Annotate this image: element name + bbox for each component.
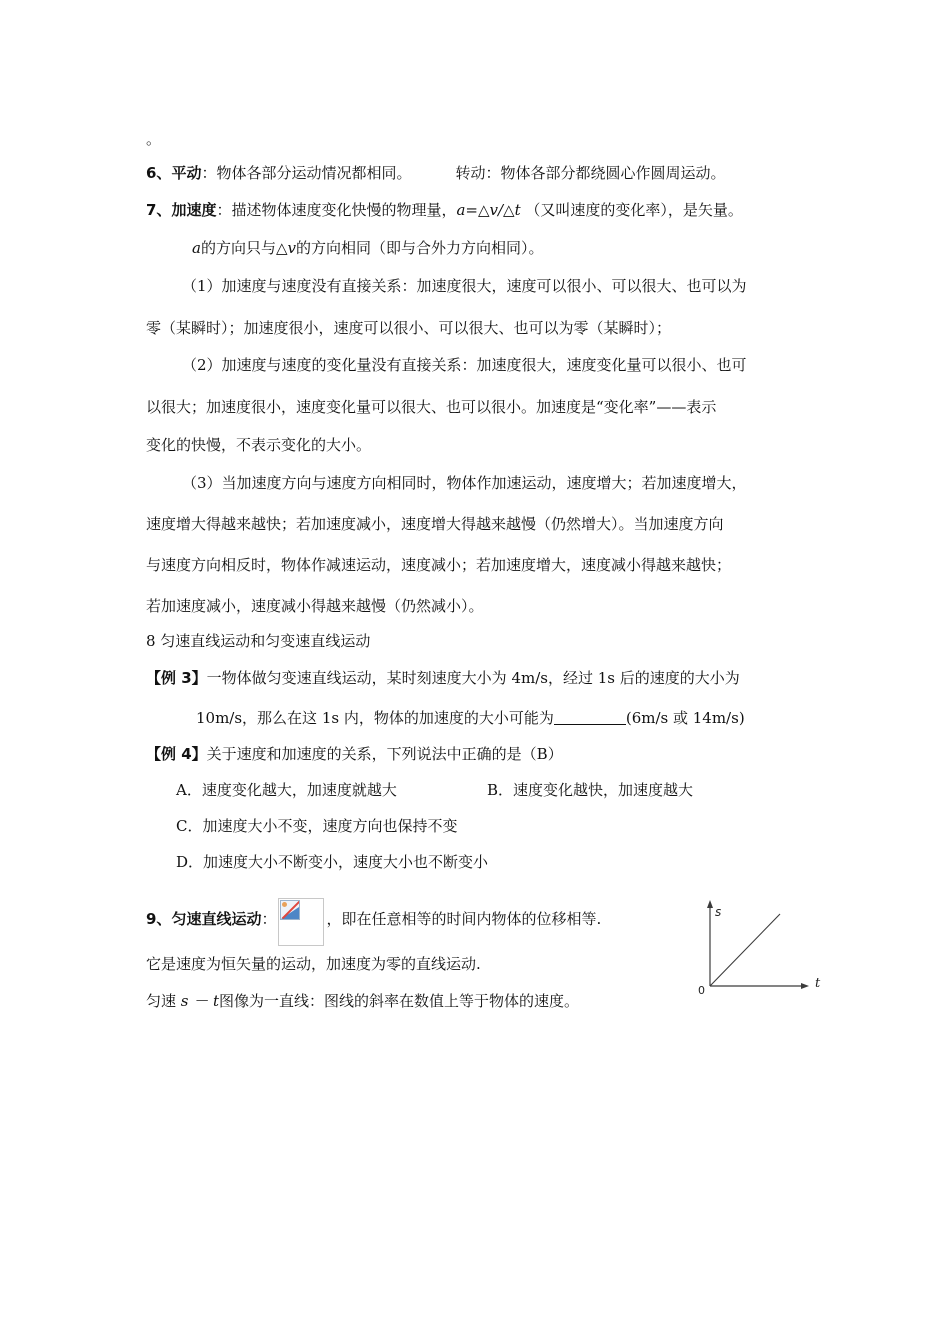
direction-text: 的方向只与△: [200, 239, 288, 257]
point-2-line-1: （2）加速度与速度的变化量没有直接关系：加速度很大，速度变化量可以很小、也可: [182, 356, 747, 374]
symbol-a: a: [192, 239, 201, 257]
uniform-text: 匀速: [146, 992, 181, 1010]
item-7: [146, 199, 743, 221]
symbol-v: v: [287, 239, 296, 257]
example-3-answer: (6m/s 或 14m/s): [625, 709, 745, 727]
item-9-colon: ：: [261, 910, 277, 928]
item-6-rotation: 转动：物体各部分都绕圆心作圆周运动。: [455, 164, 726, 182]
item-6: [146, 162, 725, 184]
point-3-line-4: 若加速度减小，速度减小得越来越慢（仍然减小）。: [146, 597, 484, 615]
y-axis-label: s: [715, 905, 722, 919]
item-6-definition: ：物体各部分运动情况都相同。: [201, 164, 412, 182]
item-9-number: 9、: [146, 910, 172, 928]
point-3-line-2: 速度增大得越来越快；若加速度减小，速度增大得越来越慢（仍然增大）。当加速度方向: [146, 515, 724, 533]
point-1-line-1: （1）加速度与速度没有直接关系：加速度很大，速度可以很小、可以很大、也可以为: [182, 277, 747, 295]
option-b: B．速度变化越快，加速度越大: [487, 781, 694, 799]
example-4-question: 关于速度和加速度的关系，下列说法中正确的是（B）: [206, 745, 563, 763]
item-9-line-2: 它是速度为恒矢量的运动，加速度为零的直线运动.: [146, 955, 481, 973]
y-axis-arrow: [707, 900, 713, 908]
answer-blank: [554, 708, 626, 725]
item-6-term: 平动: [171, 164, 202, 182]
option-d: D．加速度大小不断变小，速度大小也不断变小: [176, 853, 489, 871]
example-3-question-end: 10m/s，那么在这 1s 内，物体的加速度的大小可能为: [196, 709, 554, 727]
option-a: A．速度变化越大，加速度就越大: [176, 781, 397, 799]
point-3-line-1: （3）当加速度方向与速度方向相同时，物体作加速运动，速度增大；若加速度增大，: [182, 474, 747, 492]
option-c: C．加速度大小不变，速度方向也保持不变: [176, 817, 458, 835]
example-3-line-1: [146, 667, 740, 689]
graph-description: 图像为一直线：图线的斜率在数值上等于物体的速度。: [219, 992, 580, 1010]
item-9: [146, 898, 601, 946]
item-9-definition: ，即在任意相等的时间内物体的位移相等.: [326, 910, 602, 928]
s-t-graph: [696, 896, 832, 1000]
item-8-heading: 8 匀速直线运动和匀变速直线运动: [146, 632, 371, 650]
s-t-line: [710, 914, 780, 986]
example-3-question: 一物体做匀变速直线运动，某时刻速度大小为 4m/s，经过 1s 后的速度的大小为: [206, 669, 740, 687]
item-7-definition: ：描述物体速度变化快慢的物理量，: [216, 201, 457, 219]
origin-label: 0: [698, 984, 705, 997]
item-7-number: 7、: [146, 201, 172, 219]
example-4-tag: 【例 4】: [146, 745, 207, 763]
item-9-line-3: [146, 990, 579, 1012]
item-7-direction: [192, 237, 544, 259]
item-6-number: 6、: [146, 164, 172, 182]
example-3-tag: 【例 3】: [146, 669, 207, 687]
direction-text-end: 的方向相同（即与合外力方向相同）。: [295, 239, 544, 257]
stray-period: 。: [146, 130, 162, 148]
x-axis-arrow: [801, 983, 809, 989]
s-t-label: s － t: [180, 992, 220, 1010]
broken-image-icon: [278, 898, 324, 946]
item-7-term: 加速度: [171, 201, 217, 219]
item-7-note: （又叫速度的变化率），是矢量。: [520, 201, 743, 219]
example-4-line: [146, 743, 563, 765]
item-7-formula: a=△v/△t: [456, 201, 521, 219]
point-3-line-3: 与速度方向相反时，物体作减速运动，速度减小；若加速度增大，速度减小得越来越快；: [146, 556, 732, 574]
point-2-line-2: 以很大；加速度很小，速度变化量可以很大、也可以很小。加速度是“变化率”——表示: [146, 398, 717, 416]
item-9-term: 匀速直线运动: [171, 910, 262, 928]
x-axis-label: t: [815, 976, 821, 991]
point-2-line-3: 变化的快慢，不表示变化的大小。: [146, 436, 372, 454]
point-1-line-2: 零（某瞬时）；加速度很小，速度可以很小、可以很大、也可以为零（某瞬时）；: [146, 319, 672, 337]
example-3-line-2: [196, 707, 745, 729]
